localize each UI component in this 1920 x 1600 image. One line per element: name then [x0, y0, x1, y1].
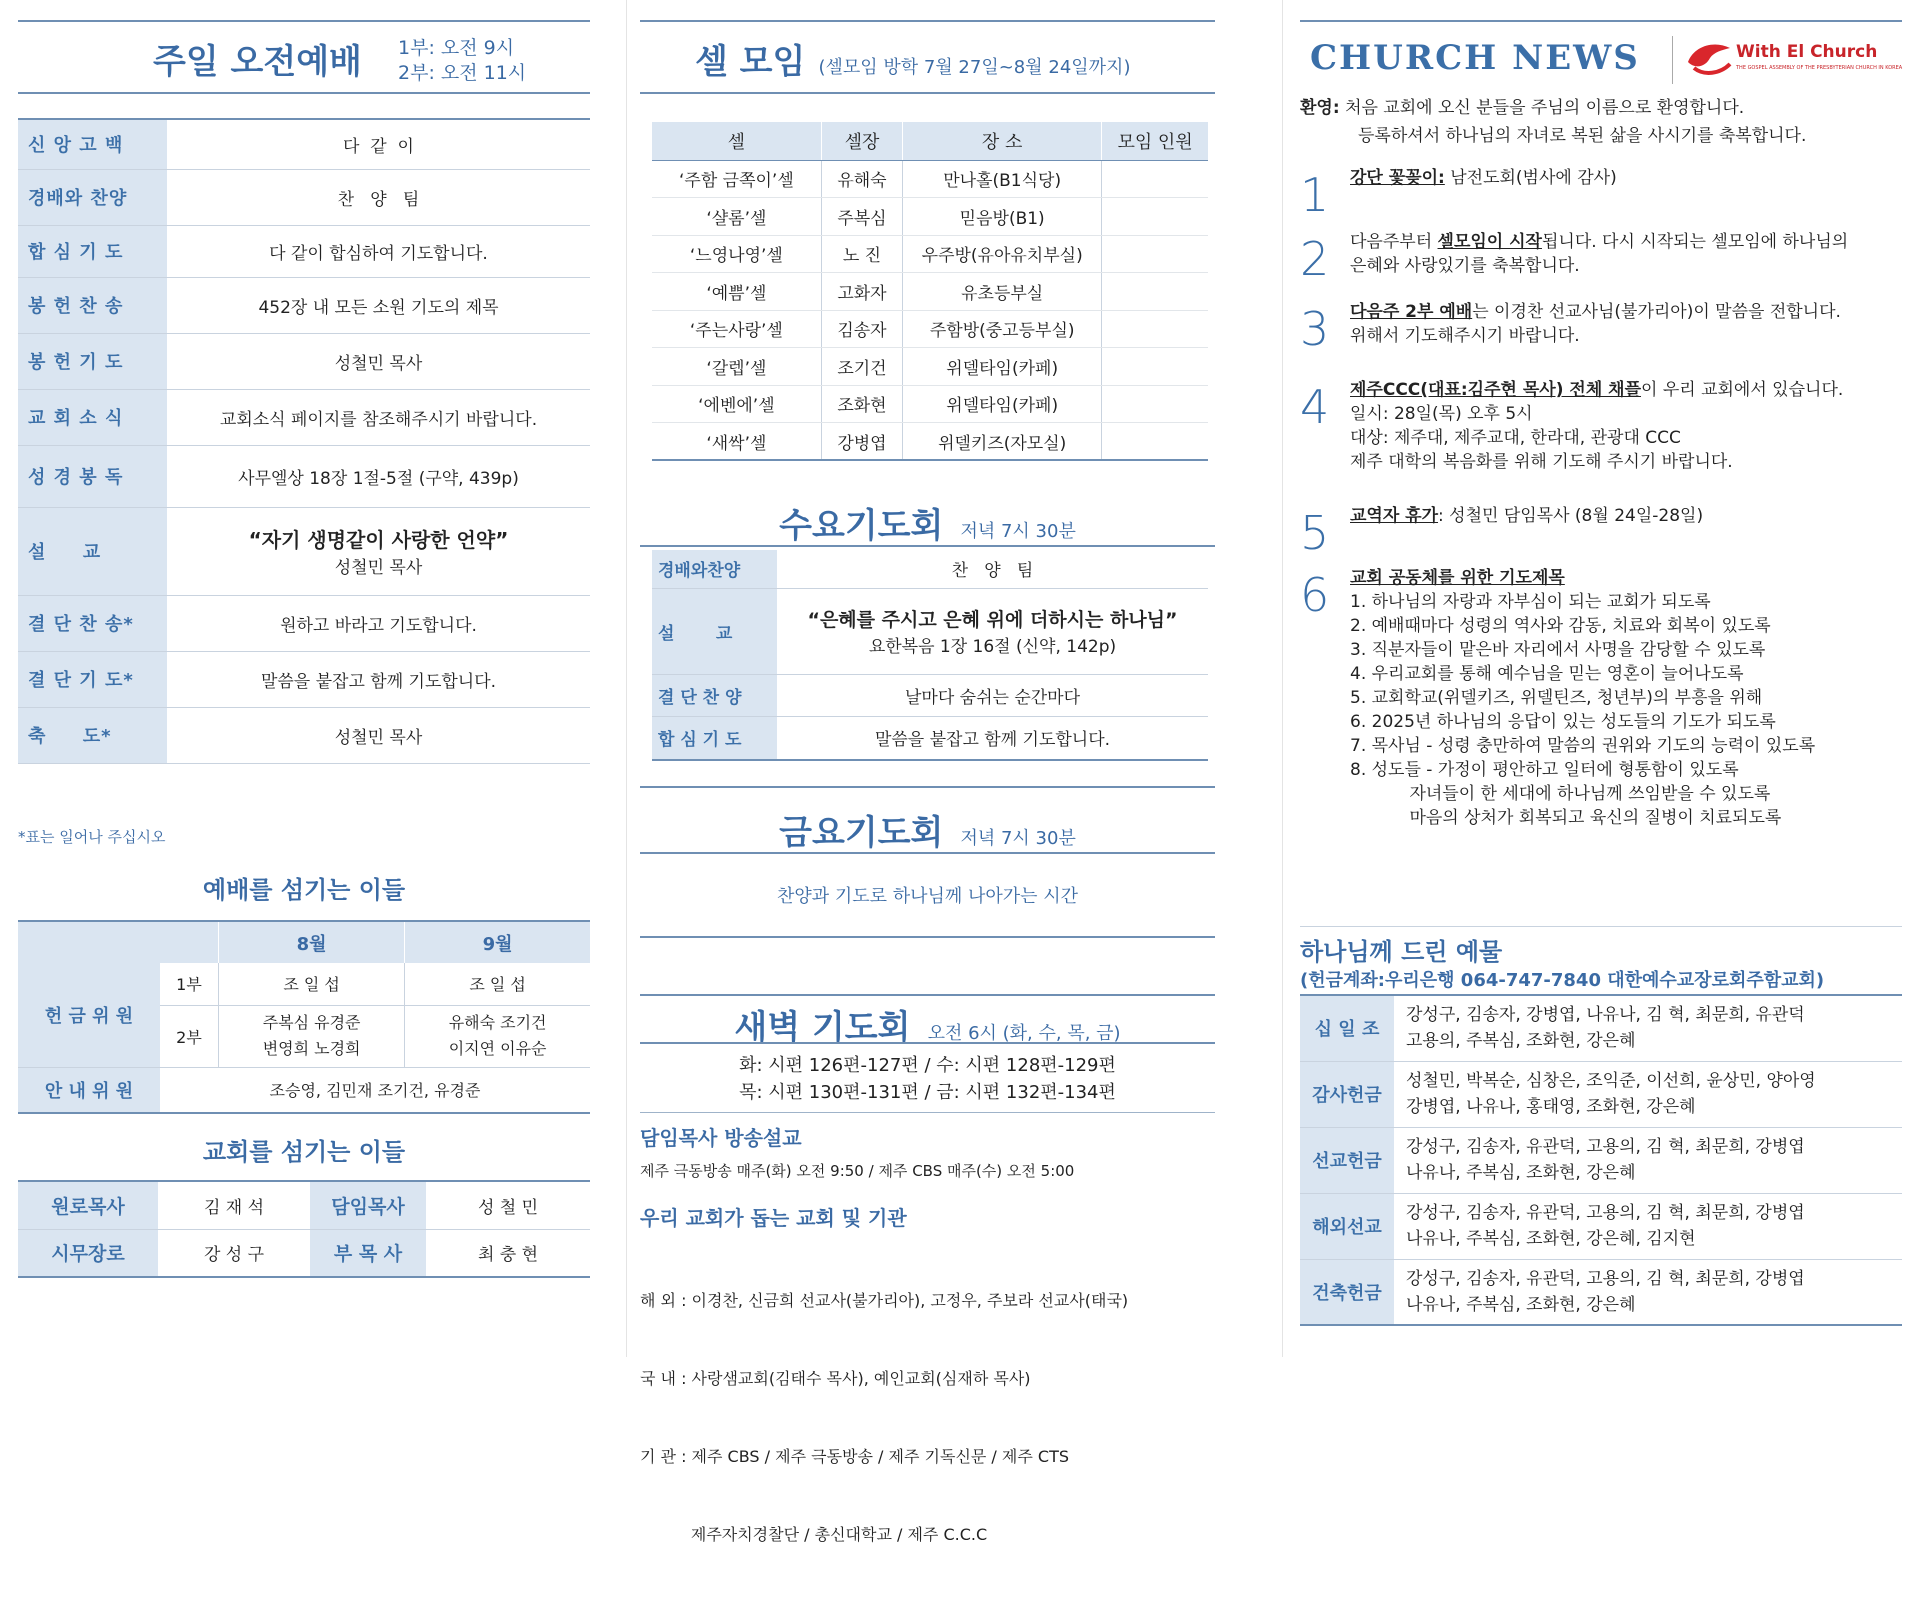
news-line — [1350, 686, 1815, 710]
cell-value: ‘에벤에’셀 — [652, 385, 821, 423]
news-number: 1 — [1300, 168, 1330, 222]
order-value — [167, 507, 590, 595]
cell-row — [652, 273, 1208, 311]
cell-value: ‘샬롬’셀 — [652, 198, 821, 236]
church-logo-icon — [1684, 38, 1734, 78]
news-line-highlight: 제주CCC(대표:김주현 목사) 전체 채플 — [1350, 380, 1642, 400]
cell-row — [652, 423, 1208, 461]
news-line — [1350, 254, 1848, 278]
news-line-text: 8. 성도들 - 가정이 평안하고 일터에 형통함이 있도록 — [1350, 760, 1739, 780]
order-value: 452장 내 모든 소원 기도의 제목 — [258, 297, 499, 318]
servers-table — [18, 920, 590, 1114]
order-row — [18, 119, 590, 169]
logo-subtext: THE GOSPEL ASSEMBLY OF THE PRESBYTERIAN CHURCH IN KOREA — [1736, 65, 1903, 71]
order-label: 설 교 — [18, 507, 167, 595]
staff-label-2: 담임목사 — [310, 1181, 426, 1229]
cell-value: 유해숙 — [821, 160, 902, 198]
news-line — [1350, 166, 1617, 190]
cell-break-note: (셀모임 방학 7월 27일~8월 24일까지) — [818, 57, 1131, 78]
news-line — [1350, 566, 1815, 590]
order-row — [18, 277, 590, 333]
wednesday-sermon-title: “은혜를 주시고 은혜 위에 더하시는 하나님” — [807, 609, 1178, 631]
news-line-text: 는 이경찬 선교사님(불가리아)이 말씀을 전합니다. — [1472, 302, 1841, 322]
order-row — [18, 445, 590, 507]
news-line — [1350, 378, 1843, 402]
order-label: 결 단 기 도* — [18, 651, 167, 707]
offering-names: 강성구, 김송자, 강병엽, 나유나, 김 혁, 최문희, 유관덕 고용의, 주복심, 조화현, 강은혜 — [1406, 1005, 1805, 1052]
news-line — [1350, 758, 1815, 782]
cell-value: 노 진 — [821, 235, 902, 273]
offering-part-1: 1부 — [160, 963, 219, 1005]
cell-value: ‘새싹’셀 — [652, 423, 821, 461]
news-line-text: 일시: 28일(목) 오후 5시 — [1350, 404, 1533, 424]
news-line-text: 2. 예배때마다 성령의 역사와 감동, 치료와 회복이 있도록 — [1350, 616, 1771, 636]
dawn-line-2: 목: 시편 130편-131편 / 금: 시편 132편-134편 — [739, 1082, 1116, 1103]
cell-value: 주함방(중고등부실) — [903, 310, 1102, 348]
sermon-title: “자기 생명같이 사랑한 언약” — [248, 528, 509, 552]
cell-row — [652, 198, 1208, 236]
order-row — [18, 651, 590, 707]
friday-title: 금요기도회 — [779, 813, 944, 853]
offering-type: 해외선교 — [1300, 1193, 1394, 1259]
support-line-1: 해 외 : 이경찬, 신금희 선교사(불가리아), 고정우, 주보라 선교사(태국) — [640, 1291, 1129, 1310]
support-line-3: 기 관 : 제주 CBS / 제주 극동방송 / 제주 기독신문 / 제주 CTS — [640, 1447, 1070, 1466]
offering-row — [1300, 1259, 1902, 1325]
news-line-highlight: 강단 꽃꽂이: — [1350, 168, 1445, 188]
order-value: 말씀을 붙잡고 함께 기도합니다. — [260, 671, 497, 692]
news-line-text: 6. 2025년 하나님의 응답이 있는 성도들의 기도가 되도록 — [1350, 712, 1776, 732]
dawn-time: 오전 6시 (화, 수, 목, 금) — [927, 1023, 1121, 1044]
service-time-2: 2부: 오전 11시 — [398, 62, 527, 84]
news-line-text: 제주 대학의 복음화를 위해 기도해 주시기 바랍니다. — [1350, 452, 1733, 472]
news-line-text: 대상: 제주대, 제주교대, 한라대, 관광대 CCC — [1350, 428, 1681, 448]
cell-value: ‘예쁨’셀 — [652, 273, 821, 311]
wednesday-label: 결 단 찬 양 — [652, 674, 777, 716]
staff-name-1: 김 재 석 — [203, 1197, 265, 1218]
offering-sep-1: 조 일 섭 — [405, 963, 590, 1005]
news-line-text: 은혜와 사랑있기를 축복합니다. — [1350, 256, 1580, 276]
cell-row — [652, 348, 1208, 386]
usher-label: 안 내 위 원 — [18, 1067, 160, 1113]
worship-order-table — [18, 118, 590, 764]
welcome-line-2: 등록하셔서 하나님의 자녀로 복된 삶을 사시기를 축복합니다. — [1358, 126, 1807, 146]
service-time-1: 1부: 오전 9시 — [398, 37, 515, 59]
offering-row — [1300, 1061, 1902, 1127]
offering-aug-1: 조 일 섭 — [219, 963, 405, 1005]
cell-row — [652, 235, 1208, 273]
cell-value: 위델타임(카페) — [903, 385, 1102, 423]
news-line — [1350, 662, 1815, 686]
news-line — [1350, 504, 1703, 528]
support-line-4: 제주자치경찰단 / 총신대학교 / 제주 C.C.C — [640, 1525, 988, 1544]
order-value: 찬 양 팀 — [337, 189, 420, 210]
cell-value — [1102, 348, 1208, 386]
cell-header: 셀 — [652, 122, 821, 160]
offering-type: 선교헌금 — [1300, 1127, 1394, 1193]
order-value: 사무엘상 18장 1절-5절 (구약, 439p) — [238, 468, 519, 489]
staff-label-1: 원로목사 — [18, 1181, 158, 1229]
cell-value — [1102, 273, 1208, 311]
welcome-label: 환영: — [1300, 98, 1340, 118]
servers-header-aug: 8월 — [219, 921, 405, 963]
wednesday-value: 찬 양 팀 — [951, 561, 1034, 582]
cell-table — [652, 122, 1208, 461]
news-line — [1350, 426, 1843, 450]
usher-value: 조승영, 김민재 조기건, 유경준 — [269, 1081, 481, 1101]
offering-table — [1300, 994, 1902, 1326]
staff-label-4: 부 목 사 — [310, 1229, 426, 1277]
cell-value — [1102, 235, 1208, 273]
church-staff-table — [18, 1180, 590, 1278]
news-line-highlight: 다음주 2부 예배 — [1350, 302, 1473, 322]
wednesday-row — [652, 588, 1208, 674]
offering-names: 강성구, 김송자, 유관덕, 고용의, 김 혁, 최문희, 강병엽 나유나, 주복심, 조화현, 강은혜, 김지현 — [1406, 1203, 1805, 1249]
order-label: 봉 헌 기 도 — [18, 333, 167, 389]
order-value: 성철민 목사 — [334, 727, 423, 748]
dawn-line-1: 화: 시편 126편-127편 / 수: 시편 128편-129편 — [739, 1055, 1116, 1076]
news-column — [1300, 0, 1902, 1357]
cell-header: 셀장 — [821, 122, 902, 160]
news-line-text: 5. 교회학교(위델키즈, 위델틴즈, 청년부)의 부흥을 위해 — [1350, 688, 1763, 708]
news-number: 3 — [1300, 302, 1330, 356]
staff-name-2: 성 철 민 — [477, 1197, 539, 1218]
cell-title: 셀 모임 — [695, 42, 806, 82]
order-value: 다 같 이 — [343, 136, 414, 157]
offering-names: 강성구, 김송자, 유관덕, 고용의, 김 혁, 최문희, 강병엽 나유나, 주복심, 조화현, 강은혜 — [1406, 1137, 1805, 1183]
church-servers-title: 교회를 섬기는 이들 — [202, 1138, 406, 1166]
news-number: 5 — [1300, 506, 1330, 560]
wednesday-value: 말씀을 붙잡고 함께 기도합니다. — [874, 730, 1111, 751]
worship-column — [18, 0, 590, 1357]
order-label: 봉 헌 찬 송 — [18, 277, 167, 333]
offering-names: 성철민, 박복순, 심창은, 조익준, 이선희, 윤상민, 양아영 강병엽, 나유나, 홍태영, 조화현, 강은혜 — [1406, 1071, 1816, 1117]
news-number: 4 — [1300, 380, 1330, 434]
wednesday-row — [652, 716, 1208, 760]
news-line — [1350, 230, 1848, 254]
servers-title: 예배를 섬기는 이들 — [202, 876, 406, 904]
cell-value: 김송자 — [821, 310, 902, 348]
order-row — [18, 225, 590, 277]
wednesday-label: 경배와찬양 — [652, 550, 777, 588]
news-line — [1350, 638, 1815, 662]
sunday-worship-title: 주일 오전예배 — [153, 42, 362, 82]
friday-time: 저녁 7시 30분 — [960, 828, 1076, 849]
dawn-title: 새벽 기도회 — [734, 1008, 911, 1048]
cell-header: 장 소 — [903, 122, 1102, 160]
wednesday-table — [652, 550, 1208, 761]
order-row — [18, 169, 590, 225]
news-line-text: 7. 목사님 - 성령 충만하여 말씀의 권위와 기도의 능력이 있도록 — [1350, 736, 1816, 756]
news-line — [1350, 300, 1841, 324]
cell-value: 조화현 — [821, 385, 902, 423]
wednesday-value — [777, 588, 1208, 674]
gatherings-column — [640, 0, 1215, 1544]
news-line-text: 4. 우리교회를 통해 예수님을 믿는 영혼이 늘어나도록 — [1350, 664, 1744, 684]
cell-value: ‘주는사랑’셀 — [652, 310, 821, 348]
footnote: *표는 일어나 주십시오 — [18, 828, 166, 846]
servers-header-sep: 9월 — [405, 921, 590, 963]
order-value: 성철민 목사 — [334, 353, 423, 374]
offering-part-2: 2부 — [160, 1005, 219, 1067]
wednesday-row — [652, 674, 1208, 716]
logo-text: With El Church — [1736, 42, 1878, 62]
news-line-text: 3. 직분자들이 맡은바 자리에서 사명을 감당할 수 있도록 — [1350, 640, 1766, 660]
broadcast-title: 담임목사 방송설교 — [640, 1126, 802, 1150]
cell-row — [652, 385, 1208, 423]
order-label: 결 단 찬 송* — [18, 595, 167, 651]
order-row — [18, 333, 590, 389]
news-line — [1350, 734, 1815, 758]
sermon-preacher: 성철민 목사 — [334, 558, 423, 578]
order-label: 성 경 봉 독 — [18, 445, 167, 507]
support-line-2: 국 내 : 사랑샘교회(김태수 목사), 예인교회(심재하 목사) — [640, 1369, 1031, 1388]
cell-value: ‘갈렙’셀 — [652, 348, 821, 386]
news-line — [1350, 782, 1815, 806]
offering-committee-label: 헌 금 위 원 — [18, 963, 160, 1067]
support-title: 우리 교회가 돕는 교회 및 기관 — [640, 1206, 907, 1230]
news-line — [1350, 614, 1815, 638]
cell-value: 믿음방(B1) — [903, 198, 1102, 236]
news-line-highlight: 교역자 휴가 — [1350, 506, 1439, 526]
offering-type: 십 일 조 — [1300, 995, 1394, 1061]
order-label: 합 심 기 도 — [18, 225, 167, 277]
cell-value: 고화자 — [821, 273, 902, 311]
news-line — [1350, 806, 1815, 830]
cell-value — [1102, 310, 1208, 348]
cell-header: 모임 인원 — [1102, 122, 1208, 160]
cell-value — [1102, 198, 1208, 236]
news-line — [1350, 450, 1843, 474]
news-line-text: 위해서 기도해주시기 바랍니다. — [1350, 326, 1580, 346]
staff-label-3: 시무장로 — [18, 1229, 158, 1277]
cell-row — [652, 310, 1208, 348]
order-row — [18, 389, 590, 445]
order-value: 원하고 바라고 기도합니다. — [280, 615, 477, 636]
news-line — [1350, 710, 1815, 734]
cell-value: ‘주함 금쪽이’셀 — [652, 160, 821, 198]
news-line — [1350, 324, 1841, 348]
order-label: 축 도* — [18, 707, 167, 763]
offering-title: 하나님께 드린 예물 — [1300, 938, 1503, 966]
cell-value — [1102, 385, 1208, 423]
cell-value: 우주방(유아유치부실) — [903, 235, 1102, 273]
broadcast-text: 제주 극동방송 매주(화) 오전 9:50 / 제주 CBS 매주(수) 오전 5:00 — [640, 1162, 1075, 1180]
church-news-title: CHURCH NEWS — [1310, 38, 1640, 78]
cell-value: 위델키즈(자모실) — [903, 423, 1102, 461]
offering-type: 감사헌금 — [1300, 1061, 1394, 1127]
wednesday-title: 수요기도회 — [779, 506, 944, 546]
news-line — [1350, 402, 1843, 426]
order-value: 다 같이 합심하여 기도합니다. — [269, 243, 488, 264]
news-line — [1350, 590, 1815, 614]
order-label: 경배와 찬양 — [18, 169, 167, 225]
news-line-text: 남전도회(범사에 감사) — [1444, 168, 1617, 188]
offering-row — [1300, 1127, 1902, 1193]
order-value: 교회소식 페이지를 참조해주시기 바랍니다. — [219, 409, 538, 430]
offering-row — [1300, 995, 1902, 1061]
cell-value — [1102, 160, 1208, 198]
offering-names: 강성구, 김송자, 유관덕, 고용의, 김 혁, 최문희, 강병엽 나유나, 주복심, 조화현, 강은혜 — [1406, 1268, 1805, 1315]
news-line-highlight: 교회 공동체를 위한 기도제목 — [1350, 568, 1565, 588]
cell-value: 주복심 — [821, 198, 902, 236]
wednesday-row — [652, 550, 1208, 588]
cell-value — [1102, 423, 1208, 461]
news-line-prefix: 다음주부터 — [1350, 232, 1438, 252]
offering-type: 건축헌금 — [1300, 1259, 1394, 1325]
cell-value: ‘느영나영’셀 — [652, 235, 821, 273]
news-line-text: 마음의 상처가 회복되고 육신의 질병이 치료되도록 — [1350, 808, 1782, 828]
news-number: 6 — [1300, 568, 1330, 622]
news-line-text: 됩니다. 다시 시작되는 셀모임에 하나님의 — [1541, 232, 1849, 252]
cell-value: 위델타임(카페) — [903, 348, 1102, 386]
cell-value: 조기건 — [821, 348, 902, 386]
cell-row — [652, 160, 1208, 198]
wednesday-value: 날마다 숨쉬는 순간마다 — [904, 687, 1081, 708]
news-number: 2 — [1300, 232, 1330, 286]
order-row — [18, 507, 590, 595]
offering-row — [1300, 1193, 1902, 1259]
news-line-highlight: 셀모임이 시작 — [1437, 232, 1542, 252]
offering-aug-2: 주복심 유경준 변영희 노경희 — [219, 1005, 405, 1067]
cell-value: 유초등부실 — [903, 273, 1102, 311]
order-row — [18, 707, 590, 763]
news-line-text: 이 우리 교회에서 있습니다. — [1641, 380, 1844, 400]
order-label: 교 회 소 식 — [18, 389, 167, 445]
staff-name-3: 강 성 구 — [203, 1245, 265, 1266]
order-row — [18, 595, 590, 651]
news-line-text: 자녀들이 한 세대에 하나님께 쓰임받을 수 있도록 — [1350, 784, 1771, 804]
cell-value: 만나홀(B1식당) — [903, 160, 1102, 198]
offering-sep-2: 유해숙 조기건 이지연 이유순 — [448, 1013, 547, 1058]
wednesday-label: 합 심 기 도 — [652, 716, 777, 760]
news-line-text: 1. 하나님의 자랑과 자부심이 되는 교회가 되도록 — [1350, 592, 1711, 612]
church-logo — [1684, 38, 1902, 82]
wednesday-label: 설 교 — [652, 588, 777, 674]
order-label: 신 앙 고 백 — [18, 119, 167, 169]
news-line-text: : 성철민 담임목사 (8월 24일-28일) — [1438, 506, 1704, 526]
wednesday-scripture: 요한복음 1장 16절 (신약, 142p) — [868, 637, 1117, 657]
cell-value: 강병엽 — [821, 423, 902, 461]
staff-name-4: 최 충 현 — [477, 1245, 539, 1266]
friday-desc: 찬양과 기도로 하나님께 나아가는 시간 — [776, 886, 1079, 907]
offering-account: (헌금계좌:우리은행 064-747-7840 대한예수교장로회주함교회) — [1300, 970, 1825, 991]
welcome-line-1: 처음 교회에 오신 분들을 주님의 이름으로 환영합니다. — [1345, 98, 1745, 118]
wednesday-time: 저녁 7시 30분 — [960, 521, 1076, 542]
